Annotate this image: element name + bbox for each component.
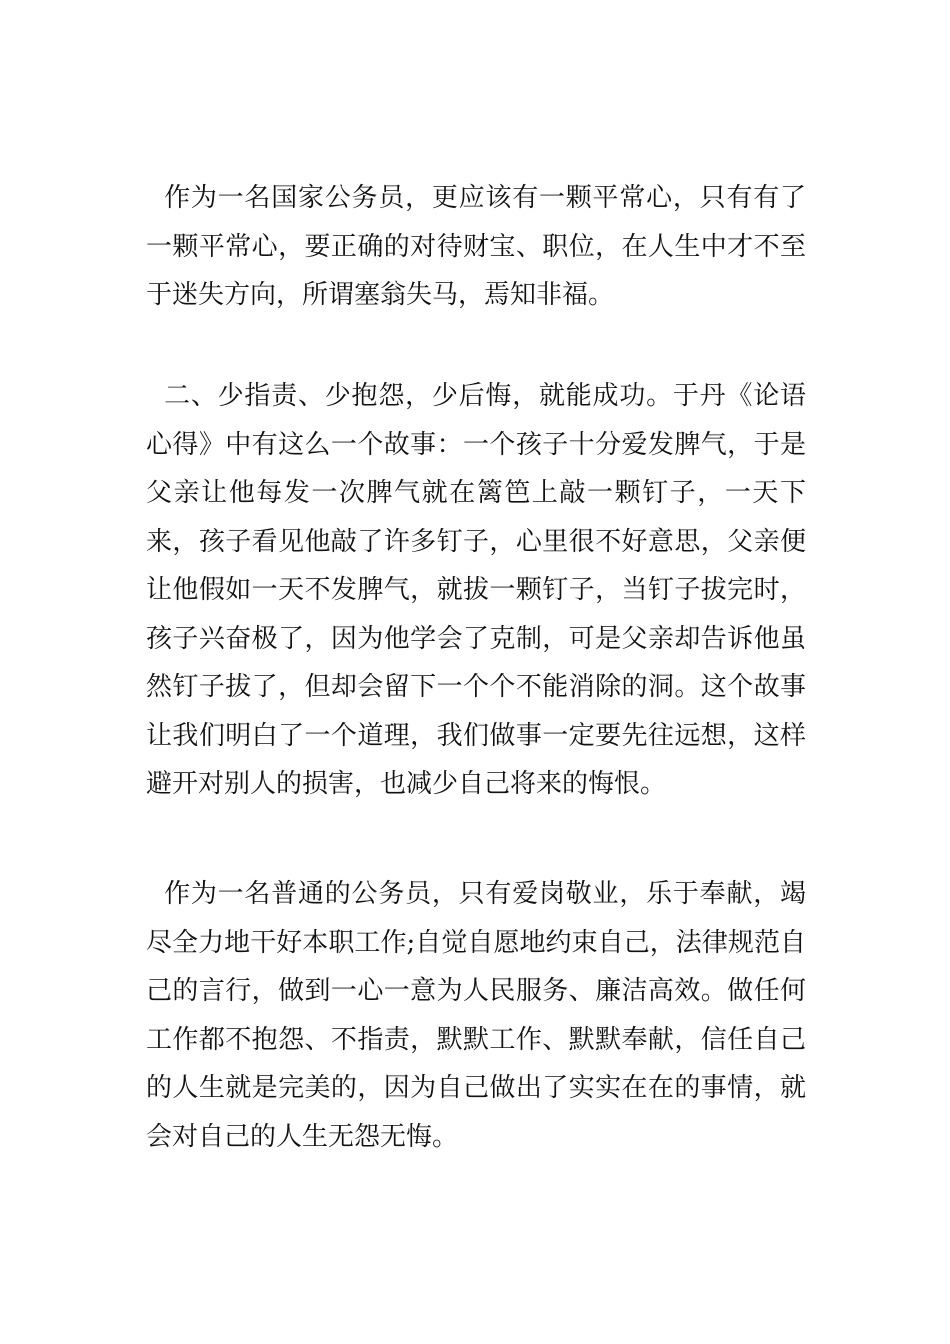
paragraph-less-blame: 二、少指责、少抱怨，少后悔，就能成功。于丹《论语心得》中有这么一个故事：一个孩子十分爱发脾气，于是父亲让他每发一次脾气就在篱笆上敲一颗钉子，一天下来，孩子看见他敲了许多钉子，心里很不好意思，父亲便让他假如一天不发脾气，就拔一颗钉子，当钉子拔完时，孩子兴奋极了，因为他学会了克制，可是父亲却告诉他虽然钉子拔了，但却会留下一个个不能消除的洞。这个故事让我们明白了一个道理，我们做事一定要先往远想，这样避开对别人的损害，也减少自己将来的悔恨。 bbox=[146, 381, 806, 799]
paragraph-ordinary-heart: 作为一名国家公务员，更应该有一颗平常心，只有有了一颗平常心，要正确的对待财宝、职位，在人生中才不至于迷失方向，所谓塞翁失马，焉知非福。 bbox=[146, 183, 806, 310]
paragraph-dedication: 作为一名普通的公务员，只有爱岗敬业，乐于奉献，竭尽全力地干好本职工作;自觉自愿地约束自己，法律规范自己的言行，做到一心一意为人民服务、廉洁高效。做任何工作都不抱怨、不指责，默默工作、默默奉献，信任自己的人生就是完美的，因为自己做出了实实在在的事情，就会对自己的人生无怨无悔。 bbox=[146, 879, 806, 1152]
